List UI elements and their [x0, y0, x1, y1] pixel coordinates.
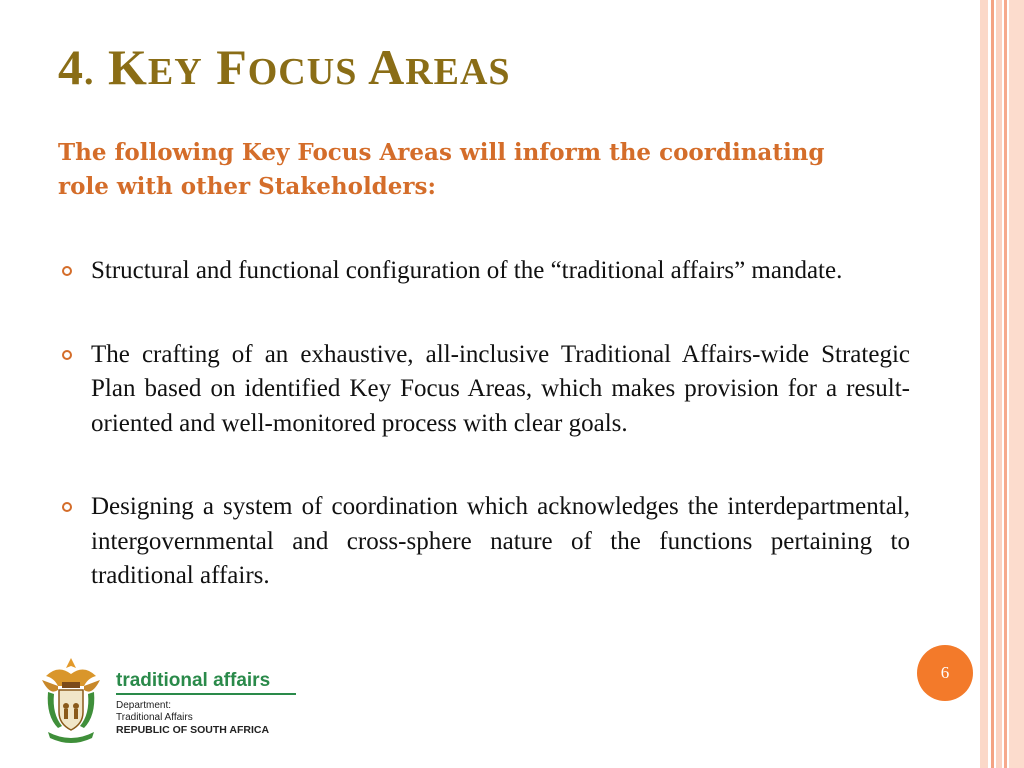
- logo-country: REPUBLIC OF SOUTH AFRICA: [116, 724, 270, 736]
- coat-of-arms-icon: [38, 656, 104, 750]
- bullet-item: [60, 338, 910, 442]
- logo-brand: traditional affairs: [116, 670, 271, 691]
- bullet-text: Designing a system of coordination which acknowledges the interdepartmental, intergovernmental and cross-sphere nature of the functions pertaining to traditional affairs.: [91, 493, 910, 589]
- page-number: 6: [940, 663, 950, 682]
- slide-title: [58, 38, 511, 96]
- decorative-side-stripes: [980, 0, 1024, 768]
- department-logo: [38, 656, 278, 756]
- bullet-marker-icon: [62, 266, 72, 276]
- page-number-badge: [917, 645, 973, 701]
- bullet-text: Structural and functional configuration of the “traditional affairs” mandate.: [91, 257, 843, 284]
- bullet-marker-icon: [62, 350, 72, 360]
- logo-department-line-2: Traditional Affairs: [116, 712, 193, 723]
- bullet-item: [60, 490, 910, 594]
- bullet-text: The crafting of an exhaustive, all-inclusive Traditional Affairs-wide Strategic Plan based on identified Key Focus Areas, which makes provision for a result-oriented and well-monitored process with clear goals.: [91, 340, 910, 437]
- bullet-list: [60, 254, 910, 594]
- slide-subtitle: The following Key Focus Areas will inform the coordinating role with other Stakeholders:: [58, 139, 825, 200]
- bullet-marker-icon: [62, 502, 72, 512]
- bullet-item: [60, 254, 910, 289]
- logo-department-line-1: Department:: [116, 700, 172, 711]
- logo-divider: [116, 693, 296, 695]
- slide-title-text: 4. KEY FOCUS AREAS: [58, 39, 511, 95]
- logo-text-block: [116, 670, 301, 737]
